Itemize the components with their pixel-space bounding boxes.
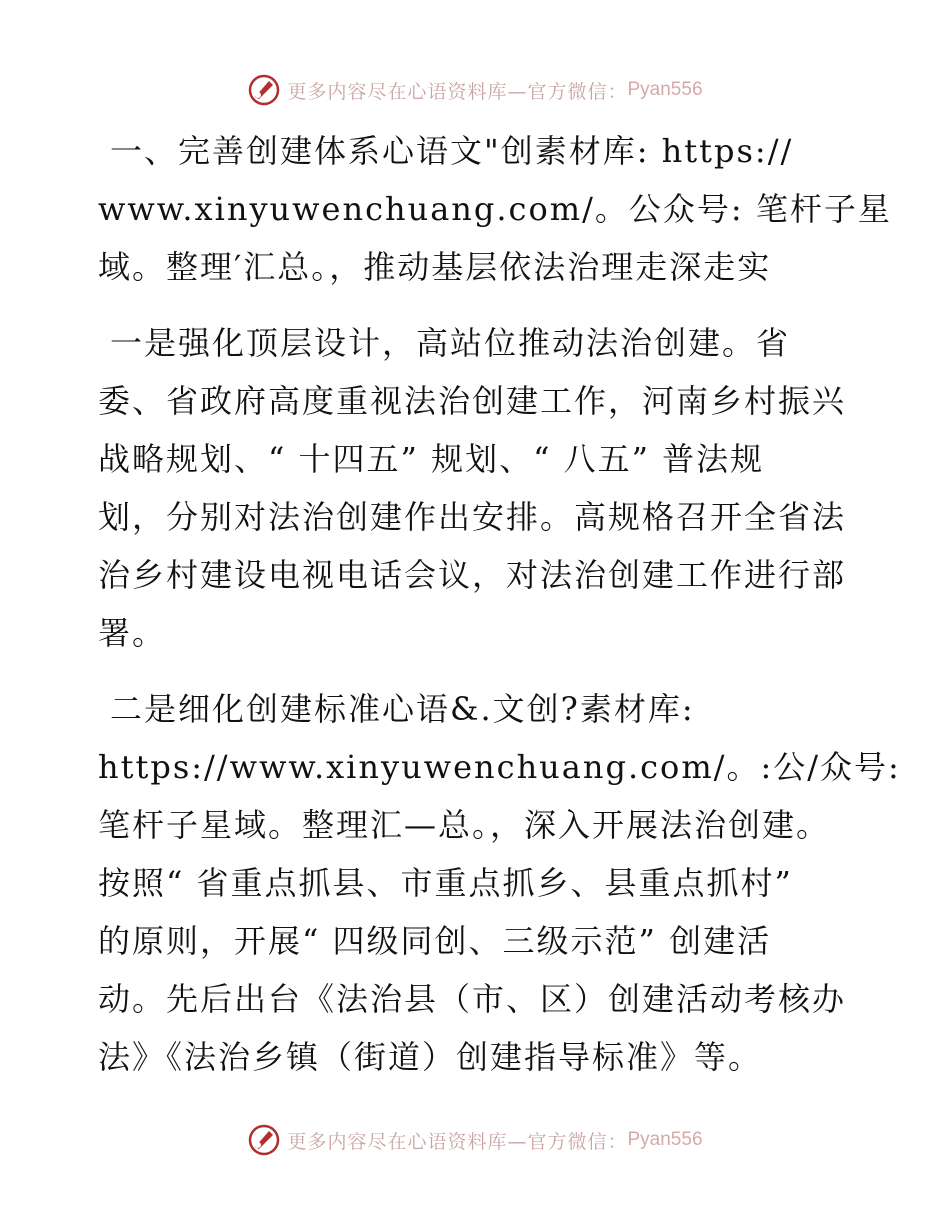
text-line: 法》《法治乡镇（街道）创建指导标准》等。	[98, 1038, 763, 1076]
text-line: 署。	[98, 614, 167, 652]
text-line: 委、省政府高度重视法治创建工作，河南乡村振兴	[98, 382, 847, 420]
logo-icon	[247, 1123, 281, 1157]
text-line: https://www.xinyuwenchuang.com/。:公/众号:	[98, 748, 901, 786]
footer-watermark-banner	[0, 1120, 950, 1160]
text-line: 划，分别对法治创建作出安排。高规格召开全省法	[98, 498, 847, 536]
text-line: 一、完善创建体系心语文"创素材库: https://	[110, 132, 794, 170]
text-line: 域。整理′汇总。，推动基层依法治理走深走实	[98, 248, 772, 286]
paragraph-1	[98, 122, 892, 296]
text-line: 动。先后出台《法治县（市、区）创建活动考核办	[98, 980, 847, 1018]
paragraph-3	[98, 680, 901, 1086]
text-line: 笔杆子星域。整理汇—总。，深入开展法治创建。	[98, 806, 831, 844]
document-body	[98, 122, 901, 1086]
banner-text: 更多内容尽在心语资料库—官方微信：	[287, 80, 628, 103]
text-line: 按照“ 省重点抓县、市重点抓乡、县重点抓村”	[98, 864, 793, 902]
paragraph-2	[98, 314, 850, 662]
text-line: www.xinyuwenchuang.com/。公众号: 笔杆子星	[98, 190, 892, 228]
header-watermark-banner	[0, 70, 950, 110]
text-line: 的原则，开展“ 四级同创、三级示范” 创建活	[98, 922, 772, 960]
text-line: 一是强化顶层设计，高站位推动法治创建。省	[110, 324, 791, 362]
banner-text: 更多内容尽在心语资料库—官方微信：	[287, 1130, 628, 1153]
banner-wechat-id: Pyan556	[627, 79, 703, 100]
logo-icon	[247, 73, 281, 107]
text-line: 二是细化创建标准心语&.文创?素材库:	[110, 690, 695, 728]
banner-wechat-id: Pyan556	[627, 1129, 703, 1150]
text-line: 战略规划、“ 十四五” 规划、“ 八五” 普法规	[98, 440, 765, 478]
text-line: 治乡村建设电视电话会议，对法治创建工作进行部	[98, 556, 847, 594]
